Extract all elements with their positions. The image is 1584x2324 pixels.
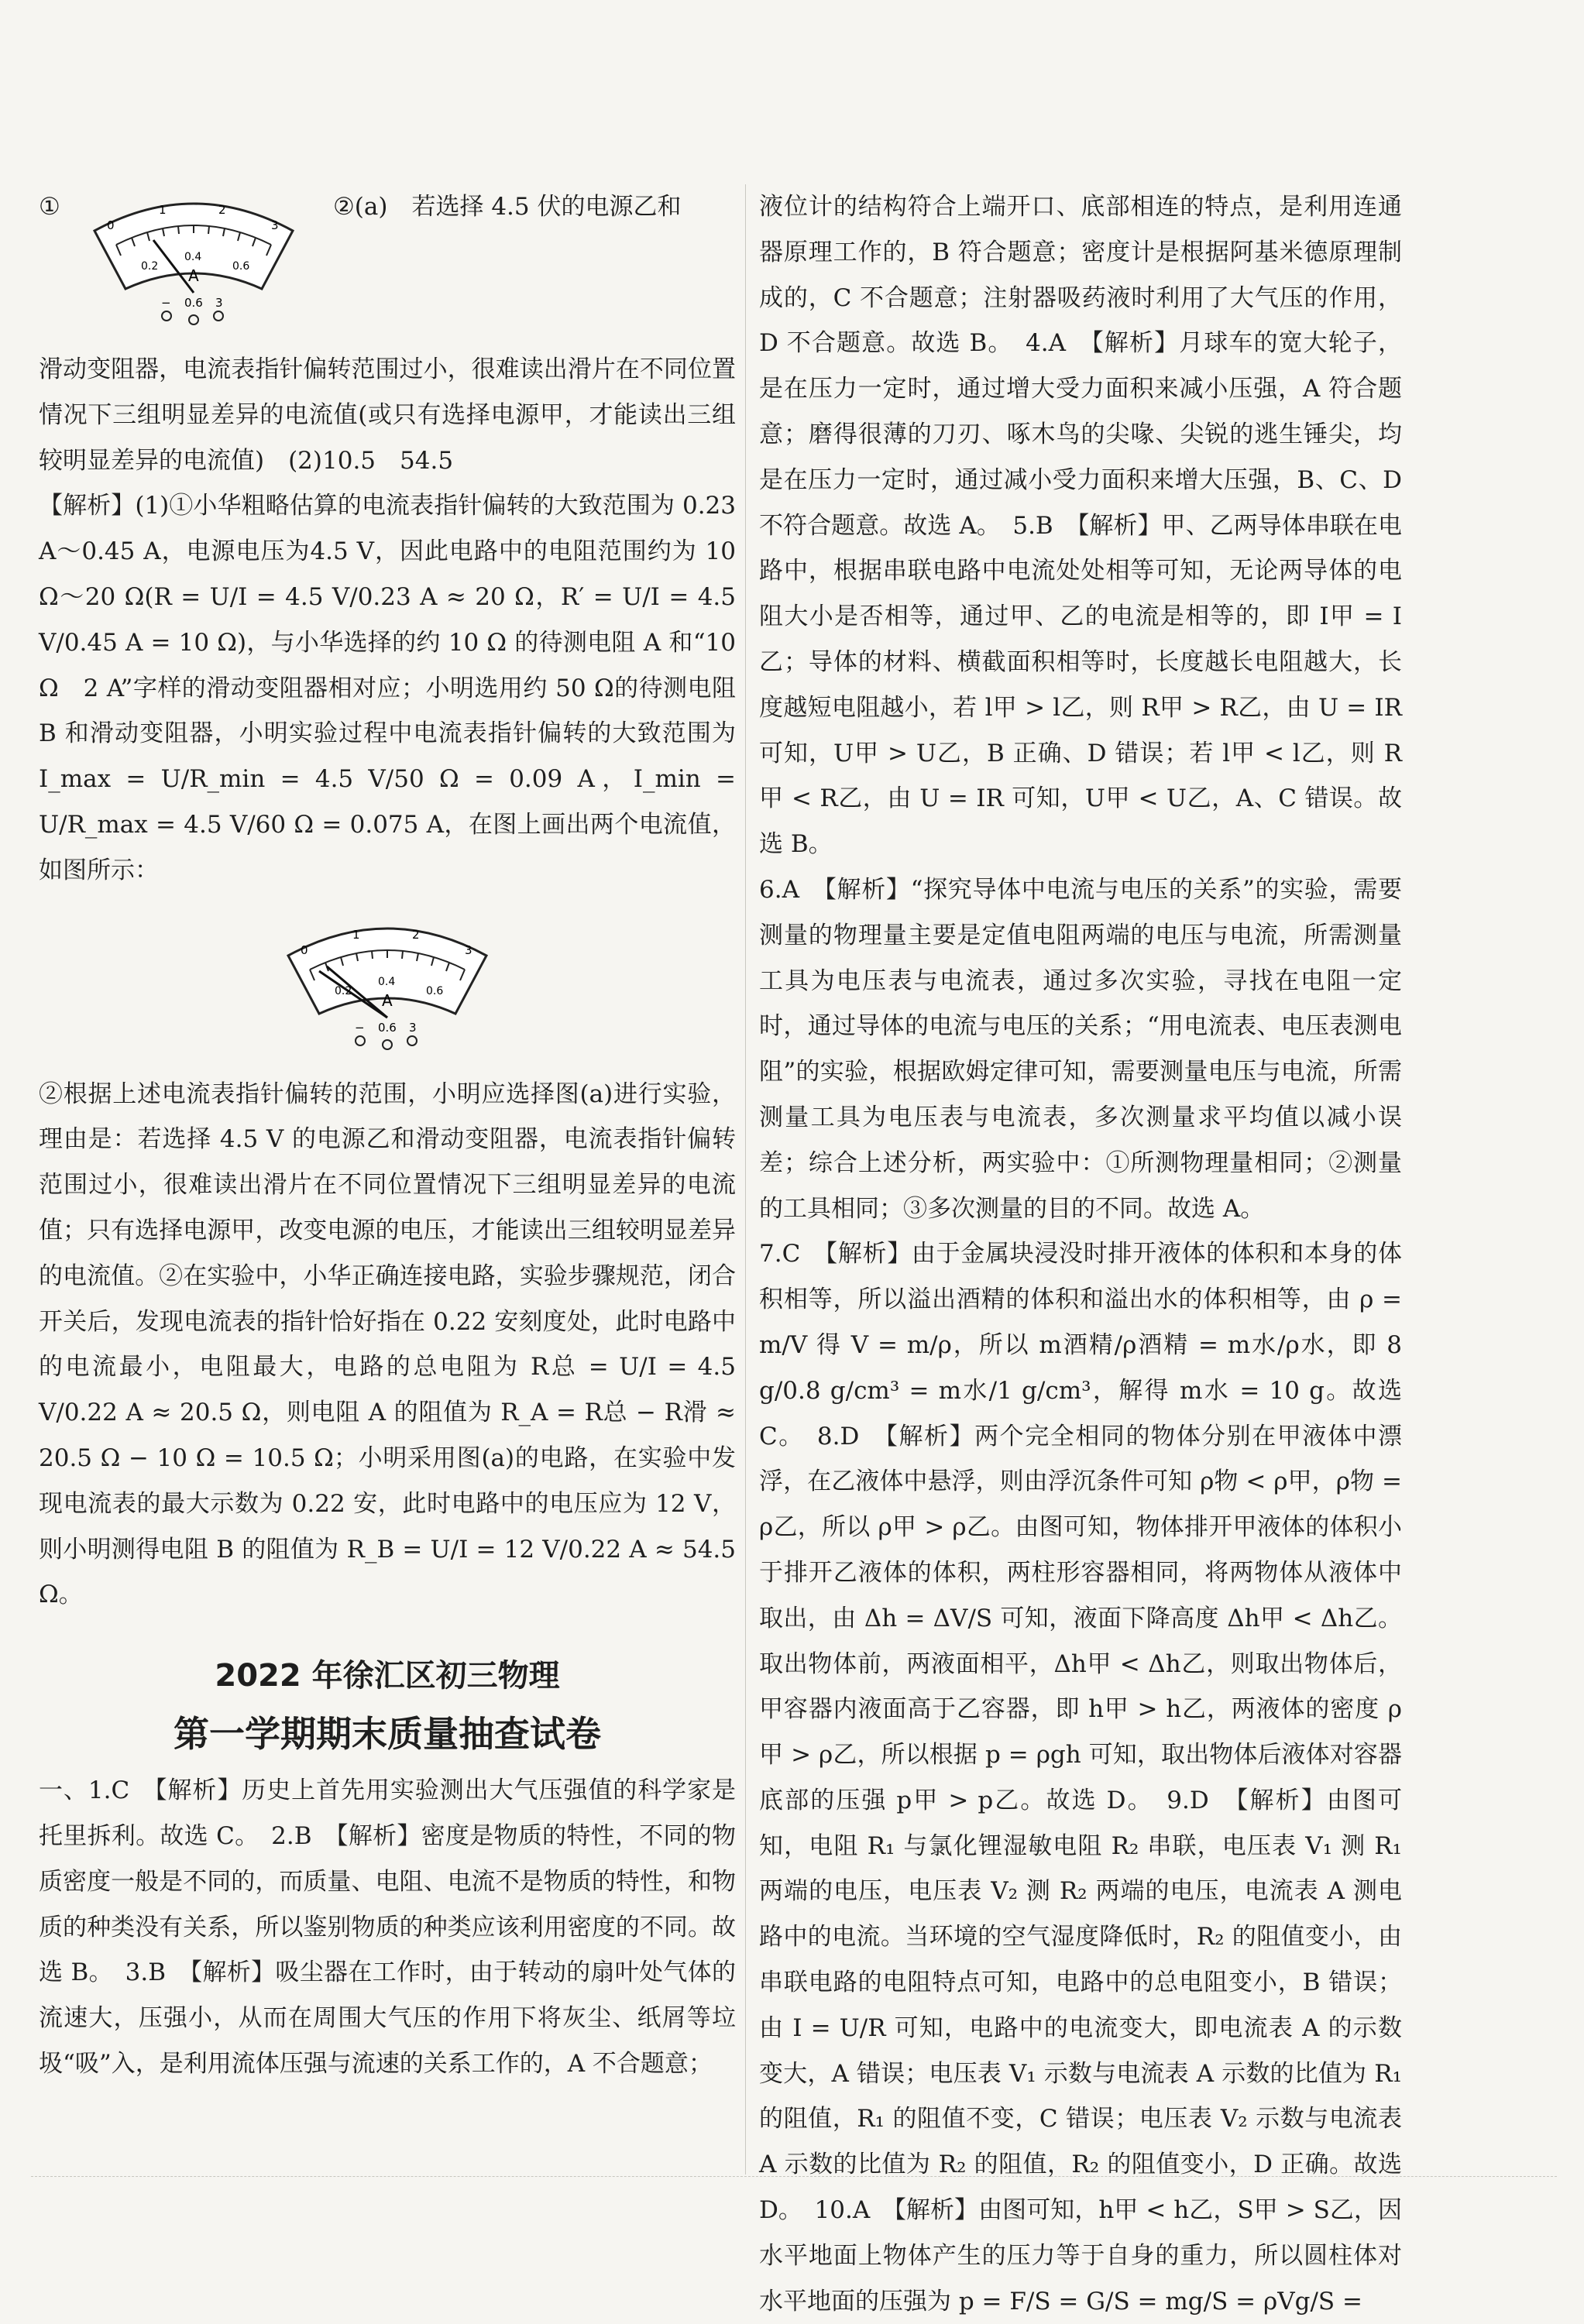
ammeter-figure-container xyxy=(39,909,736,1064)
scale-top-3: 3 xyxy=(465,942,472,957)
answer-6: 6.A 【解析】“探究导体中电流与电压的关系”的实验，需要测量的物理量主要是定值电阻两端的电压与电流，所需测量工具为电压表与电流表，通过多次实验，寻找在电阻一定时，通过导体的电流与电压的关系；“用电流表、电压表测电阻”的实验，根据欧姆定律可知，需要测量电压与电流，所需测量工具为电压表与电流表，多次测量求平均值以减小误差；综合上述分析，两实验中：①所测物理量相同；②测量的工具相同；③多次测量的目的不同。故选 A。 xyxy=(759,875,1402,1223)
scale-top-2: 2 xyxy=(218,203,226,217)
bottom-fold-line xyxy=(31,2176,1557,2177)
scale-top-0: 0 xyxy=(301,942,308,957)
scale-bottom-0.6: 0.6 xyxy=(426,984,444,997)
answers-section-one: 一、1.C 【解析】历史上首先用实验测出大气压强值的科学家是托里拆利。故选 C。 2.B 【解析】密度是物质的特性，不同的物质密度一般是不同的，而质量、电阻、电流不是物质的特性，和物质的种类没有关系，所以鉴别物质的种类应该利用密度的不同。故选 B。 3.B 【解析】吸尘器在工作时，由于转动的扇叶处气体的流速大，压强小，从而在周围大气压的作用下将灰尘、纸屑等垃圾“吸”入，是利用流体压强与流速的关系工作的，A 不合题意； xyxy=(39,1776,736,2078)
scale-top-3: 3 xyxy=(271,218,279,232)
answers-3-5: 液位计的结构符合上端开口、底部相连的特点，是利用连通器原理工作的，B 符合题意；密度计是根据阿基米德原理制成的，C 不合题意；注射器吸药液时利用了大气压的作用，D 不合题意。故选 B。 4.A 【解析】月球车的宽大轮子，是在压力一定时，通过增大受力面积来减小压强，A 符合题意；磨得很薄的刀刃、啄木鸟的尖喙、尖锐的逃生锤尖，均是在压力一定时，通过减小受力面积来增大压强，B、C、D 不符合题意。故选 A。 5.B 【解析】甲、乙两导体串联在电路中，根据串联电路中电流处处相等可知，无论两导体的电阻大小是否相等，通过甲、乙的电流是相等的，即 I甲 = I乙；导体的材料、横截面积相等时，长度越长电阻越大，长度越短电阻越小，若 l甲 > l乙，则 R甲 > R乙，由 U = IR 可知，U甲 > U乙，B 正确、D 错误；若 l甲 < l乙，则 R甲 < R乙，由 U = IR 可知，U甲 < U乙，A、C 错误。故选 B。 xyxy=(759,193,1402,859)
scale-top-1: 1 xyxy=(352,927,360,942)
ammeter-unit: A xyxy=(382,990,393,1010)
ammeter-figure xyxy=(85,184,302,339)
analysis-paragraph: 【解析】(1)①小华粗略估算的电流表指针偏转的大致范围为 0.23 A～0.45 A，电源电压为4.5 V，因此电路中的电阻范围约为 10 Ω～20 Ω(R = U/I = 4.5 V/0.23 A ≈ 20 Ω，R′ = U/I = 4.5 V/0.45 A = 10 Ω)，与小华选择的约 10 Ω 的待测电阻 A 和“10 Ω 2 A”字样的滑动变阻器相对应；小明选用约 50 Ω的待测电阻 B 和滑动变阻器，小明实验过程中电流表指针偏转的大致范围为 I_max = U/R_min = 4.5 V/50 Ω = 0.09 A，I_min = U/R_max = 4.5 V/60 Ω = 0.075 A，在图上画出两个电流值，如图所示： xyxy=(39,492,736,884)
scale-bottom-0.6: 0.6 xyxy=(232,260,250,273)
left-column xyxy=(39,184,736,2087)
terminal-minus: − xyxy=(355,1020,365,1035)
answer-meter-row xyxy=(39,184,736,347)
right-column xyxy=(759,184,1402,2324)
circled-number: ① xyxy=(39,193,60,221)
scale-bottom-0.2: 0.2 xyxy=(335,984,352,997)
answers-7-10: 7.C 【解析】由于金属块浸没时排开液体的体积和本身的体积相等，所以溢出酒精的体积和溢出水的体积相等，由 ρ = m/V 得 V = m/ρ，所以 m酒精/ρ酒精 = m水/ρ水，即 8 g/0.8 g/cm³ = m水/1 g/cm³，解得 m水 = 10 g。故选 C。 8.D 【解析】两个完全相同的物体分别在甲液体中漂浮，在乙液体中悬浮，则由浮沉条件可知 ρ物 < ρ甲，ρ物 = ρ乙，所以 ρ甲 > ρ乙。由图可知，物体排开甲液体的体积小于排开乙液体的体积，两柱形容器相同，将两物体从液体中取出，由 Δh = ΔV/S 可知，液面下降高度 Δh甲 < Δh乙。取出物体前，两液面相平，Δh甲 < Δh乙，则取出物体后，甲容器内液面高于乙容器，即 h甲 > h乙，两液体的密度 ρ甲 > ρ乙，所以根据 p = ρgh 可知，取出物体后液体对容器底部的压强 p甲 > p乙。故选 D。 9.D 【解析】由图可知，电阻 R₁ 与氯化锂湿敏电阻 R₂ 串联，电压表 V₁ 测 R₁ 两端的电压，电压表 V₂ 测 R₂ 两端的电压，电流表 A 测电路中的电流。当环境的空气湿度降低时，R₂ 的阻值变小，由串联电路的电阻特点可知，电路中的总电阻变小，B 错误；由 I = U/R 可知，电路中的电流变大，即电流表 A 的示数变大，A 错误；电压表 V₁ 示数与电流表 A 示数的比值为 R₁ 的阻值，R₁ 的阻值不变，C 错误；电压表 V₂ 示数与电流表 A 示数的比值为 R₂ 的阻值，R₂ 的阻值变小，D 正确。故选 D。 10.A 【解析】由图可知，h甲 < h乙，S甲 > S乙，因水平地面上物体产生的压力等于自身的重力，所以圆柱体对水平地面的压强为 p = F/S = G/S = mg/S = ρVg/S = xyxy=(759,1240,1402,2315)
scale-bottom-0.4: 0.4 xyxy=(378,975,396,988)
answer-paragraph: 滑动变阻器，电流表指针偏转范围过小，很难读出滑片在不同位置情况下三组明显差异的电流值(或只有选择电源甲，才能读出三组较明显差异的电流值) (2)10.5 54.5 xyxy=(39,355,736,475)
scale-top-0: 0 xyxy=(107,218,115,232)
scale-bottom-0.2: 0.2 xyxy=(141,260,159,273)
scale-top-1: 1 xyxy=(159,203,167,217)
terminal-minus: − xyxy=(161,296,171,310)
answer-2a-lead: ②(a) 若选择 4.5 伏的电源乙和 xyxy=(333,193,682,221)
ammeter-figure-2 xyxy=(271,909,503,1064)
section-title-line2: 第一学期期末质量抽查试卷 xyxy=(174,1713,601,1756)
ammeter-unit: A xyxy=(188,266,199,285)
scale-bottom-0.4: 0.4 xyxy=(184,251,202,263)
column-divider xyxy=(745,184,746,2175)
analysis-paragraph-2: ②根据上述电流表指针偏转的范围，小明应选择图(a)进行实验，理由是：若选择 4.5 V 的电源乙和滑动变阻器，电流表指针偏转范围过小，很难读出滑片在不同位置情况下三组明显差异的电流值；只有选择电源甲，改变电源的电压，才能读出三组较明显差异的电流值。②在实验中，小华正确连接电路，实验步骤规范，闭合开关后，发现电流表的指针恰好指在 0.22 安刻度处，此时电路中的电流最小，电阻最大，电路的总电阻为 R总 = U/I = 4.5 V/0.22 A ≈ 20.5 Ω，则电阻 A 的阻值为 R_A = R总 − R滑 ≈ 20.5 Ω − 10 Ω = 10.5 Ω；小明采用图(a)的电路，在实验中发现电流表的最大示数为 0.22 安，此时电路中的电压应为 12 V，则小明测得电阻 B 的阻值为 R_B = U/I = 12 V/0.22 A ≈ 54.5 Ω。 xyxy=(39,1080,736,1609)
section-title-line1: 2022 年徐汇区初三物理 xyxy=(215,1658,560,1694)
terminal-3: 3 xyxy=(215,296,223,310)
terminal-0.6: 0.6 xyxy=(378,1020,397,1035)
terminal-0.6: 0.6 xyxy=(184,296,203,310)
terminal-3: 3 xyxy=(409,1020,417,1035)
scale-top-2: 2 xyxy=(412,927,420,942)
